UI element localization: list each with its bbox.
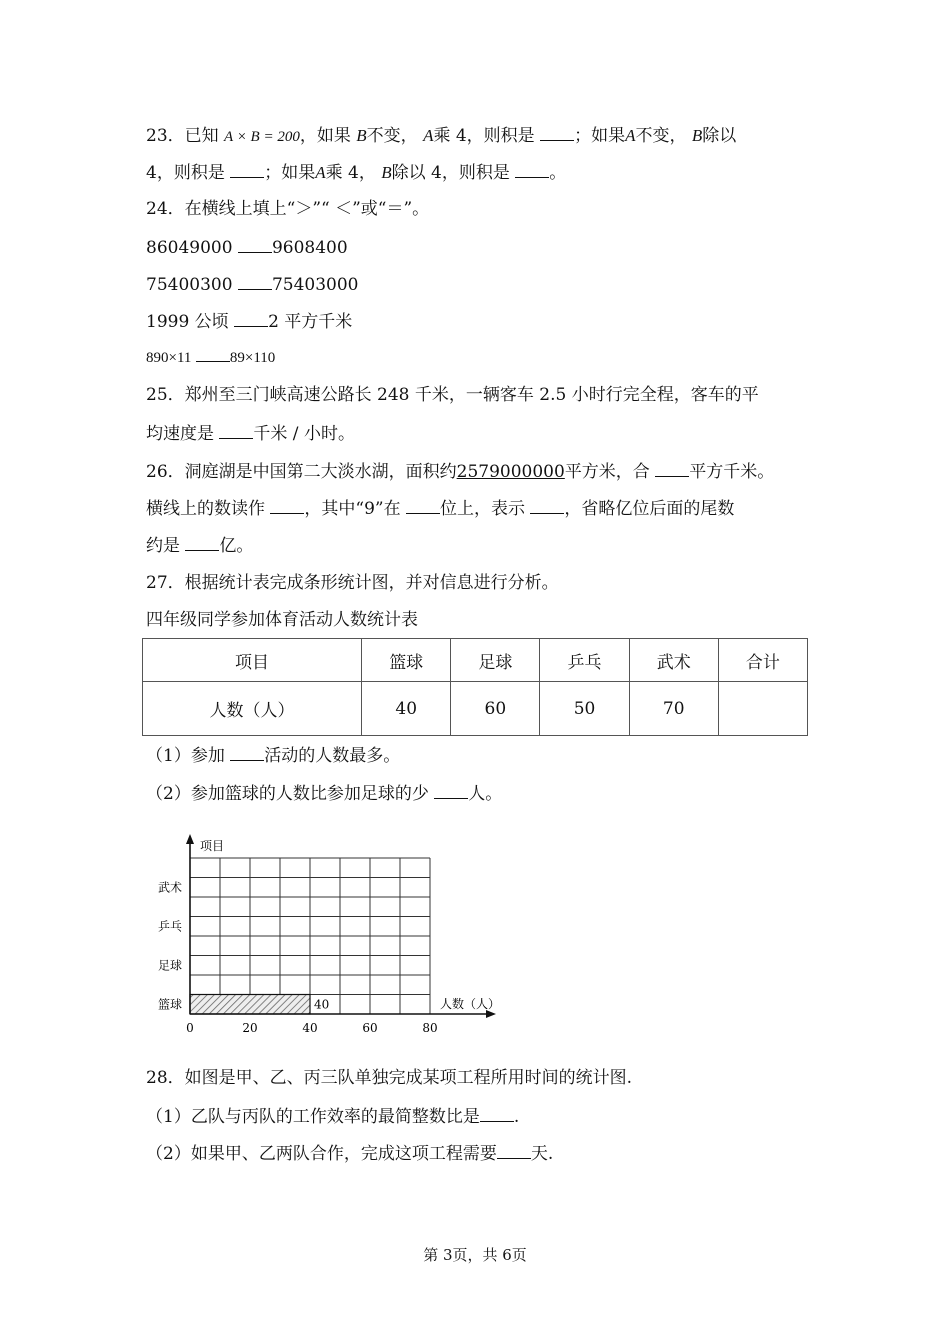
table-cell: 40	[362, 682, 451, 736]
q24-item: 75400300 75403000	[146, 275, 359, 295]
q26-line1: 26．洞庭湖是中国第二大淡水湖，面积约2579000000平方米，合 平方千米。	[146, 462, 775, 482]
bar	[190, 995, 310, 1015]
q27-title: 27．根据统计表完成条形统计图，并对信息进行分析。	[146, 573, 559, 593]
table-title: 四年级同学参加体育活动人数统计表	[146, 610, 418, 630]
answer-blank[interactable]	[480, 1105, 514, 1122]
answer-blank[interactable]	[196, 348, 230, 362]
answer-blank[interactable]	[185, 534, 219, 551]
answer-blank[interactable]	[540, 124, 574, 141]
y-axis-arrow	[186, 834, 194, 844]
table-header-row	[143, 639, 808, 682]
x-tick-label: 80	[422, 1021, 438, 1035]
table-cell: 合计	[718, 639, 807, 682]
area-number: 2579000000	[456, 462, 565, 482]
q28-title: 28．如图是甲、乙、丙三队单独完成某项工程所用时间的统计图.	[146, 1068, 633, 1088]
page-footer: 第 3页，共 6页	[423, 1246, 527, 1264]
table-cell: 人数（人）	[143, 682, 362, 736]
table-row	[143, 682, 808, 736]
answer-blank[interactable]	[530, 497, 564, 514]
q23-equation: A × B = 200	[224, 129, 300, 145]
category-label: 篮球	[157, 997, 182, 1012]
table-cell: 篮球	[362, 639, 451, 682]
q26-line2: 横线上的数读作 ，其中“9”在 位上，表示 ，省略亿位后面的尾数	[146, 499, 735, 519]
answer-blank[interactable]	[406, 497, 440, 514]
q28-sub1: （1）乙队与丙队的工作效率的最简整数比是 .	[146, 1107, 520, 1127]
q24-item: 890×11 89×110	[146, 350, 276, 366]
category-label: 足球	[157, 958, 182, 973]
answer-blank[interactable]	[434, 782, 468, 799]
y-axis-title: 项目	[200, 839, 225, 853]
table-cell: 60	[451, 682, 540, 736]
q28-sub2: （2）如果甲、乙两队合作，完成这项工程需要 天.	[146, 1144, 554, 1164]
category-label: 武术	[157, 880, 182, 895]
x-axis-title: 人数（人）	[440, 997, 501, 1011]
bar-chart	[140, 828, 510, 1054]
category-label: 乒乓	[157, 919, 182, 934]
total-cell[interactable]	[718, 682, 807, 736]
answer-blank[interactable]	[238, 236, 272, 253]
q27-sub1: （1）参加 活动的人数最多。	[146, 746, 401, 766]
x-tick-label: 20	[242, 1021, 258, 1035]
q24-item: 1999 公顷 2 平方千米	[146, 312, 353, 332]
table-cell: 足球	[451, 639, 540, 682]
stat-table	[142, 638, 808, 736]
q23-line1: 23．已知 A × B = 200，如果 B不变， A乘 4，则积是 ；如果A不变， B除以	[146, 126, 737, 146]
x-tick-label: 40	[302, 1021, 318, 1035]
answer-blank[interactable]	[515, 161, 549, 178]
answer-blank[interactable]	[238, 273, 272, 290]
table-cell: 70	[629, 682, 718, 736]
bar-data-label: 40	[314, 997, 330, 1012]
q25-line1: 25．郑州至三门峡高速公路长 248 千米，一辆客车 2.5 小时行完全程，客车的平	[146, 385, 759, 405]
q24-title: 24．在横线上填上“＞”“ ＜”或“＝”。	[146, 199, 430, 219]
table-cell: 50	[540, 682, 629, 736]
q23-line2: 4，则积是 ；如果A乘 4， B除以 4，则积是 。	[146, 163, 567, 183]
q27-sub2: （2）参加篮球的人数比参加足球的少 人。	[146, 784, 503, 804]
table-cell: 乒乓	[540, 639, 629, 682]
answer-blank[interactable]	[234, 310, 268, 327]
q26-line3: 约是 亿。	[146, 536, 254, 556]
answer-blank[interactable]	[655, 460, 689, 477]
x-tick-label: 60	[362, 1021, 378, 1035]
x-axis-arrow	[486, 1010, 496, 1018]
answer-blank[interactable]	[270, 497, 304, 514]
q24-item: 86049000 9608400	[146, 238, 348, 258]
x-tick-label: 0	[186, 1021, 194, 1035]
answer-blank[interactable]	[230, 161, 264, 178]
answer-blank[interactable]	[497, 1142, 531, 1159]
table-cell: 项目	[143, 639, 362, 682]
answer-blank[interactable]	[230, 744, 264, 761]
answer-blank[interactable]	[219, 422, 253, 439]
table-cell: 武术	[629, 639, 718, 682]
q25-line2: 均速度是 千米 / 小时。	[146, 424, 355, 444]
